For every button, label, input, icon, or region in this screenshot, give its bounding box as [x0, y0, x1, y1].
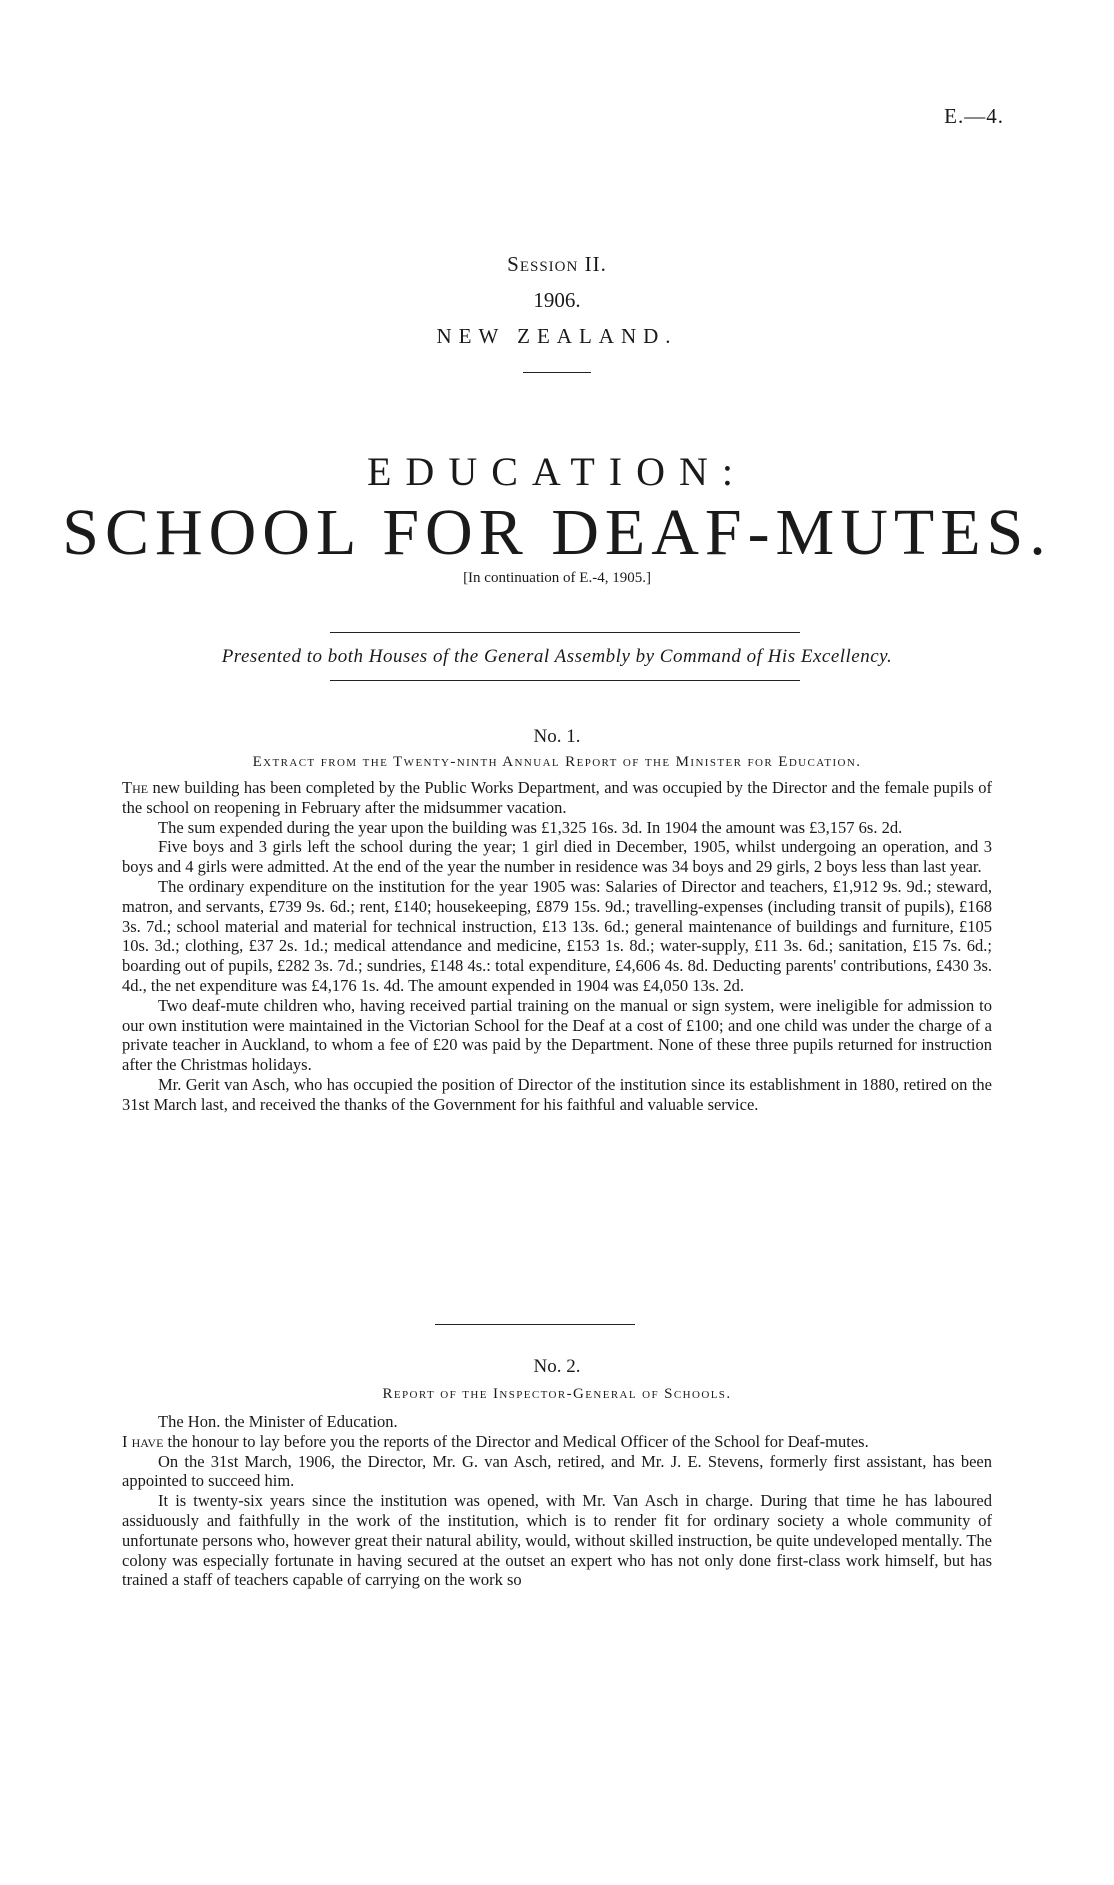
heading: EDUCATION: — [367, 449, 747, 494]
country-label: NEW ZEALAND. — [436, 324, 678, 348]
section1-paragraph: The new building has been completed by the Public Works Department, and was occupied by the Director and the female pupils of the school on reopening in February after the midsummer vacation. — [122, 778, 992, 817]
continuation-note: [In continuation of E.-4, 1905.] — [463, 570, 651, 586]
section2-paragraph: It is twenty-six years since the institution was opened, with Mr. Van Asch in charge. During that time he has laboured assiduously and faithfully in the work of the institution, which is to render fit for ordinary society a whole community of unfortunate persons who, however great their natural ability, would, without skilled instruction, be quite undeveloped mentally. The colony was especially fortunate in having secured at the outset an expert who has not only done first-class work himself, but has trained a staff of teachers capable of carrying on the work so — [122, 1491, 992, 1590]
section2-number: No. 2. — [533, 1356, 581, 1377]
section1-paragraph: Mr. Gerit van Asch, who has occupied the position of Director of the institution since its establishment in 1880, retired on the 31st March last, and received the thanks of the Government for his faithful and valuable service. — [122, 1074, 992, 1114]
section2-paragraph: I have the honour to lay before you the reports of the Director and Medical Officer of the School for Deaf-mutes. — [122, 1431, 869, 1451]
section2-lead: I have — [122, 1431, 164, 1451]
session-label: Session II. — [507, 252, 607, 276]
section1-paragraph: Five boys and 3 girls left the school during the year; 1 girl died in December, 1905, whilst undergoing an operation, and 3 boys and 4 girls were admitted. At the end of the year the number in residence was 34 boys and 29 girls, 2 boys less than last year. — [122, 837, 992, 877]
section1-heading: Extract from the Twenty-ninth Annual Report of the Minister for Education. — [252, 754, 862, 770]
section1-paragraph: The sum expended during the year upon the building was £1,325 16s. 3d. In 1904 the amount was £3,157 6s. 2d. — [158, 817, 903, 837]
section2-body — [122, 1412, 992, 1590]
section2-heading: Report of the Inspector-General of Schools. — [382, 1386, 732, 1402]
section1-body — [122, 778, 992, 1115]
presented-rule-top — [330, 632, 800, 633]
section1-number: No. 1. — [533, 726, 581, 747]
section2-paragraph: On the 31st March, 1906, the Director, Mr. G. van Asch, retired, and Mr. J. E. Stevens, formerly first assistant, has been appointed to succeed him. — [122, 1451, 992, 1491]
page-title: SCHOOL FOR DEAF-MUTES. — [62, 496, 1052, 569]
year-label: 1906. — [533, 288, 581, 312]
section1-paragraph: The ordinary expenditure on the institution for the year 1905 was: Salaries of Director and teachers, £1,912 9s. 9d.; steward, matron, and servants, £739 9s. 6d.; rent, £140; housekeeping, £879 15s. 9d.; travelling-expenses (including transit of pupils), £168 3s. 7d.; school material and material for technical instruction, £13 13s. 6d.; general maintenance of buildings and furniture, £105 10s. 3d.; clothing, £37 2s. 1d.; medical attendance and medicine, £153 1s. 8d.; water-supply, £11 3s. 6d.; sanitation, £15 7s. 6d.; boarding out of pupils, £282 3s. 7d.; sundries, £148 4s.: total expenditure, £4,606 4s. 8d. Deducting parents' contributions, £430 3s. 4d., the net expenditure was £4,176 1s. 4d. The amount expended in 1904 was £4,050 13s. 2d. — [122, 876, 992, 995]
presented-line: Presented to both Houses of the General Assembly by Command of His Excellency. — [221, 646, 893, 667]
section2-salutation: The Hon. the Minister of Education. — [158, 1412, 398, 1431]
presented-rule-bottom — [330, 680, 800, 681]
section1-paragraph: Two deaf-mute children who, having received partial training on the manual or sign system, were ineligible for admission to our own institution were maintained in the Victorian School for the Deaf at a cost of £100; and one child was under the charge of a private teacher in Auckland, to whom a fee of £20 was paid by the Department. None of these three pupils returned for instruction after the Christmas holidays. — [122, 995, 992, 1075]
document-reference: E.—4. — [944, 104, 1004, 128]
title-rule — [523, 372, 591, 373]
section1-lead: The — [122, 778, 149, 797]
section-divider — [435, 1324, 635, 1325]
